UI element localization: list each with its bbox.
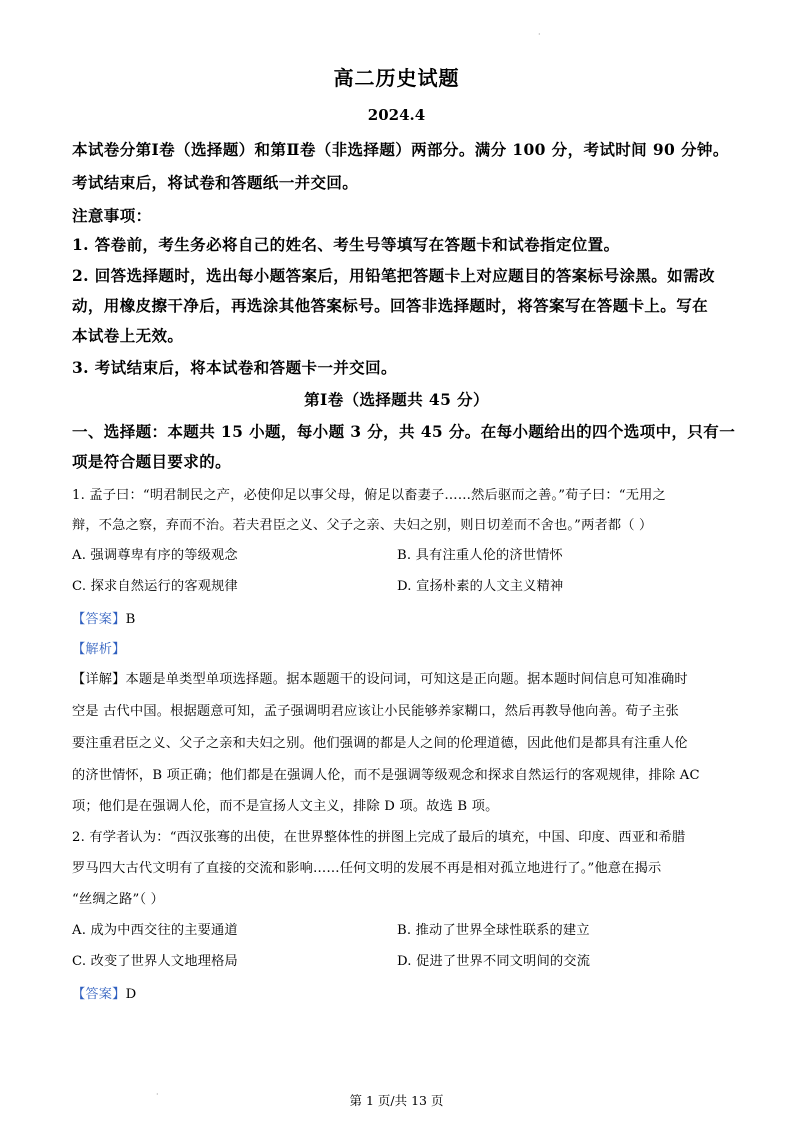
page-title: 高二历史试题 bbox=[333, 66, 460, 90]
section-desc-line-2: 项是符合题目要求的。 bbox=[72, 452, 232, 471]
note-item-1: 1. 答卷前，考生务必将自己的姓名、考生号等填写在答题卡和试卷指定位置。 bbox=[72, 235, 620, 254]
note-item-2-line-1: 2. 回答选择题时，选出每小题答案后，用铅笔把答题卡上对应题目的答案标号涂黑。如需改 bbox=[72, 266, 715, 285]
q1-stem-line-1: 1. 孟子曰：“明君制民之产，必使仰足以事父母，俯足以畜妻子……然后驱而之善。”荀子曰：“无用之 bbox=[72, 488, 666, 503]
q1-answer-value: B bbox=[125, 612, 136, 627]
answer-tag: 【答案】 bbox=[72, 987, 126, 1002]
intro-line-2: 考试结束后，将试卷和答题纸一并交回。 bbox=[72, 173, 359, 192]
q2-stem-line-2: 罗马四大古代文明有了直接的交流和影响……任何文明的发展不再是相对孤立地进行了。”他意在揭示 bbox=[72, 861, 662, 876]
q1-option-c: C. 探求自然运行的客观规律 bbox=[72, 579, 238, 594]
q2-stem-line-3: “丝绸之路”（ ） bbox=[72, 892, 165, 907]
page-footer: 第 1 页/共 13 页 bbox=[349, 1093, 444, 1108]
q2-option-b: B. 推动了世界全球性联系的建立 bbox=[397, 923, 590, 938]
q1-option-d: D. 宣扬朴素的人文主义精神 bbox=[397, 579, 564, 594]
q1-stem-line-2: 辩，不急之察，弃而不治。若夫君臣之义、父子之亲、夫妇之别，则日切差而不舍也。”两者都（ ） bbox=[72, 518, 653, 533]
scan-dot: · bbox=[156, 1090, 159, 1099]
q1-detail-line-3: 要注重君臣之义、父子之亲和夫妇之别。他们强调的都是人之间的伦理道德，因此他们是都具有注重人伦 bbox=[72, 736, 688, 751]
intro-line-1: 本试卷分第Ⅰ卷（选择题）和第Ⅱ卷（非选择题）两部分。满分 100 分，考试时间 90 分钟。 bbox=[72, 140, 729, 159]
q2-option-a: A. 成为中西交往的主要通道 bbox=[72, 923, 238, 938]
q2-answer-row bbox=[72, 983, 136, 1002]
q1-detail-line-1: 【详解】本题是单类型单项选择题。据本题题干的设问词，可知这是正向题。据本题时间信息可知准确时 bbox=[72, 672, 688, 687]
section-heading: 第Ⅰ卷（选择题共 45 分） bbox=[304, 390, 489, 409]
q1-detail-line-5: 项；他们是在强调人伦，而不是宣扬人文主义，排除 D 项。故选 B 项。 bbox=[72, 799, 499, 814]
q1-option-a: A. 强调尊卑有序的等级观念 bbox=[72, 548, 238, 563]
q2-option-c: C. 改变了世界人文地理格局 bbox=[72, 954, 238, 969]
q1-detail-line-4: 的济世情怀，B 项正确；他们都是在强调人伦，而不是强调等级观念和探求自然运行的客观规律，排除 AC bbox=[72, 768, 700, 783]
notes-heading: 注意事项： bbox=[72, 206, 152, 225]
q2-option-d: D. 促进了世界不同文明间的交流 bbox=[397, 954, 591, 969]
answer-tag: 【答案】 bbox=[72, 612, 126, 627]
scan-dot: · bbox=[538, 30, 541, 39]
note-item-2-line-3: 本试卷上无效。 bbox=[72, 326, 184, 345]
q1-answer-row bbox=[72, 608, 135, 627]
q2-answer-value: D bbox=[125, 987, 137, 1002]
analysis-tag: 【解析】 bbox=[72, 642, 126, 657]
exam-date: 2024.4 bbox=[367, 106, 426, 124]
note-item-2-line-2: 动，用橡皮擦干净后，再选涂其他答案标号。回答非选择题时，将答案写在答题卡上。写在 bbox=[72, 296, 709, 315]
q1-option-b: B. 具有注重人伦的济世情怀 bbox=[397, 548, 563, 563]
note-item-3: 3. 考试结束后，将本试卷和答题卡一并交回。 bbox=[72, 358, 397, 377]
q2-stem-line-1: 2. 有学者认为：“西汉张骞的出使，在世界整体性的拼图上完成了最后的填充，中国、印度、西亚和希腊 bbox=[72, 830, 686, 845]
section-desc-line-1: 一、选择题：本题共 15 小题，每小题 3 分，共 45 分。在每小题给出的四个选项中，只有一 bbox=[72, 422, 736, 441]
q1-detail-line-2: 空是 古代中国。根据题意可知，孟子强调明君应该让小民能够养家糊口，然后再教导他向善。荀子主张 bbox=[72, 704, 679, 719]
